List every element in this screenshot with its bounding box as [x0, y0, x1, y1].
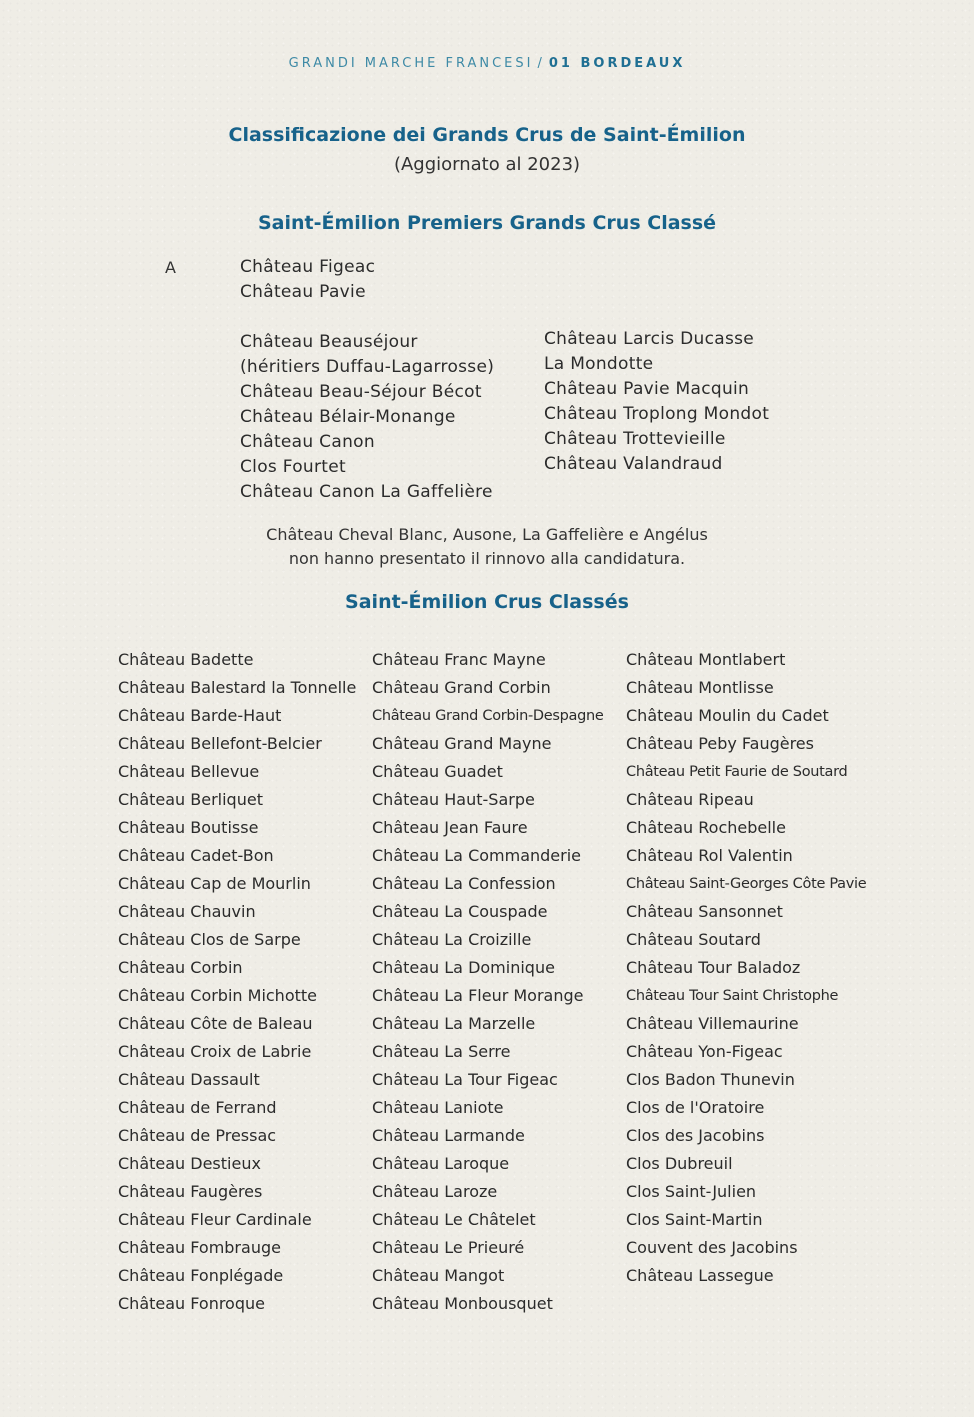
- list-item: Château La Couspade: [372, 902, 548, 921]
- list-item: Château Guadet: [372, 762, 503, 781]
- running-header: [0, 56, 974, 71]
- note-line-1: Château Cheval Blanc, Ausone, La Gaffelière e Angélus: [266, 525, 708, 544]
- list-item: Château Cadet-Bon: [118, 846, 274, 865]
- group-b-right-list: [544, 327, 769, 477]
- list-item: (héritiers Duffau-Lagarrosse): [240, 357, 495, 377]
- list-item: Château Tour Saint Christophe: [626, 988, 839, 1004]
- list-item: Château Monbousquet: [372, 1294, 553, 1313]
- list-item: Clos Badon Thunevin: [626, 1070, 795, 1089]
- note-line-2: non hanno presentato il rinnovo alla candidatura.: [288, 549, 686, 568]
- list-item: Château Laroze: [372, 1182, 498, 1201]
- list-item: Château Beau-Séjour Bécot: [240, 382, 482, 402]
- classes-heading: Saint-Émilion Crus Classés: [345, 591, 629, 613]
- list-item: Château Chauvin: [118, 902, 256, 921]
- list-item: Château Destieux: [118, 1154, 261, 1173]
- list-item: Château Moulin du Cadet: [626, 706, 829, 725]
- crus-column-3: [626, 646, 866, 1290]
- list-item: Château Badette: [118, 650, 254, 669]
- list-item: Château Franc Mayne: [372, 650, 546, 669]
- list-item: Château Barde-Haut: [118, 706, 282, 725]
- list-item: Clos Fourtet: [240, 457, 346, 477]
- list-item: Château Grand Corbin-Despagne: [372, 708, 604, 724]
- list-item: Château Croix de Labrie: [118, 1042, 312, 1061]
- list-item: Château Balestard la Tonnelle: [118, 678, 357, 697]
- header-section: GRANDI MARCHE FRANCESI: [288, 56, 534, 71]
- list-item: Château Berliquet: [118, 790, 263, 809]
- page-title: Classificazione dei Grands Crus de Saint-Émilion: [228, 124, 746, 146]
- list-item: Clos Dubreuil: [626, 1154, 733, 1173]
- list-item: Château Fleur Cardinale: [118, 1210, 312, 1229]
- crus-column-1: [118, 646, 356, 1318]
- group-a-list: [240, 255, 375, 305]
- list-item: Château La Marzelle: [372, 1014, 536, 1033]
- list-item: Clos de l'Oratoire: [626, 1098, 765, 1117]
- list-item: Château Bellevue: [118, 762, 260, 781]
- list-item: Château Boutisse: [118, 818, 259, 837]
- list-item: Château Haut-Sarpe: [372, 790, 535, 809]
- list-item: Château Fonplégade: [118, 1266, 284, 1285]
- list-item: Château Le Châtelet: [372, 1210, 536, 1229]
- list-item: Château Soutard: [626, 930, 761, 949]
- list-item: Château Sansonnet: [626, 902, 783, 921]
- list-item: Château Fombrauge: [118, 1238, 281, 1257]
- header-chapter: 01 BORDEAUX: [548, 56, 686, 71]
- list-item: Château Pavie: [240, 282, 366, 302]
- list-item: Clos des Jacobins: [626, 1126, 765, 1145]
- list-item: Château La Dominique: [372, 958, 555, 977]
- list-item: Château Yon-Figeac: [626, 1042, 783, 1061]
- list-item: Château Montlabert: [626, 650, 786, 669]
- list-item: Château Canon La Gaffelière: [240, 482, 493, 502]
- group-b-left-list: [240, 330, 494, 505]
- list-item: Couvent des Jacobins: [626, 1238, 798, 1257]
- list-item: Château Montlisse: [626, 678, 774, 697]
- list-item: Château Le Prieuré: [372, 1238, 525, 1257]
- list-item: Château de Pressac: [118, 1126, 277, 1145]
- list-item: Château Larmande: [372, 1126, 525, 1145]
- list-item: Château Lassegue: [626, 1266, 774, 1285]
- list-item: Château Grand Corbin: [372, 678, 551, 697]
- list-item: Château Saint-Georges Côte Pavie: [626, 876, 867, 892]
- list-item: Château Grand Mayne: [372, 734, 552, 753]
- list-item: Château Bélair-Monange: [240, 407, 456, 427]
- list-item: Château La Croizille: [372, 930, 532, 949]
- list-item: Château Corbin: [118, 958, 243, 977]
- list-item: Château La Confession: [372, 874, 556, 893]
- crus-column-2: [372, 646, 604, 1318]
- list-item: Château Rol Valentin: [626, 846, 793, 865]
- list-item: Château La Fleur Morange: [372, 986, 584, 1005]
- header-separator: /: [537, 56, 545, 71]
- premiers-heading: Saint-Émilion Premiers Grands Crus Classé: [257, 212, 717, 234]
- list-item: Château Laniote: [372, 1098, 504, 1117]
- list-item: Château Dassault: [118, 1070, 260, 1089]
- list-item: Château Fonroque: [118, 1294, 265, 1313]
- list-item: Château Figeac: [240, 257, 376, 277]
- list-item: Château Peby Faugères: [626, 734, 814, 753]
- list-item: Château Côte de Baleau: [118, 1014, 313, 1033]
- list-item: Clos Saint-Martin: [626, 1210, 763, 1229]
- list-item: Château de Ferrand: [118, 1098, 277, 1117]
- list-item: Château Beauséjour: [240, 332, 418, 352]
- list-item: Château La Serre: [372, 1042, 511, 1061]
- list-item: Château Trottevieille: [544, 429, 726, 449]
- list-item: Château Petit Faurie de Soutard: [626, 764, 848, 780]
- list-item: Château Larcis Ducasse: [544, 329, 755, 349]
- list-item: Château La Commanderie: [372, 846, 582, 865]
- list-item: Château Valandraud: [544, 454, 723, 474]
- list-item: Château Pavie Macquin: [544, 379, 750, 399]
- list-item: Clos Saint-Julien: [626, 1182, 757, 1201]
- list-item: Château Troplong Mondot: [544, 404, 770, 424]
- list-item: Château Bellefont-Belcier: [118, 734, 322, 753]
- list-item: Château Rochebelle: [626, 818, 786, 837]
- list-item: Château Mangot: [372, 1266, 505, 1285]
- list-item: Château La Tour Figeac: [372, 1070, 558, 1089]
- renewal-note: [0, 523, 974, 571]
- list-item: Château Jean Faure: [372, 818, 528, 837]
- group-a-letter: A: [165, 258, 176, 277]
- list-item: Château Faugères: [118, 1182, 263, 1201]
- list-item: Château Cap de Mourlin: [118, 874, 311, 893]
- page-subtitle: (Aggiornato al 2023): [393, 154, 581, 175]
- list-item: Château Laroque: [372, 1154, 510, 1173]
- list-item: Château Ripeau: [626, 790, 754, 809]
- list-item: La Mondotte: [544, 354, 654, 374]
- list-item: Château Tour Baladoz: [626, 958, 801, 977]
- list-item: Château Clos de Sarpe: [118, 930, 301, 949]
- list-item: Château Canon: [240, 432, 375, 452]
- list-item: Château Villemaurine: [626, 1014, 799, 1033]
- list-item: Château Corbin Michotte: [118, 986, 317, 1005]
